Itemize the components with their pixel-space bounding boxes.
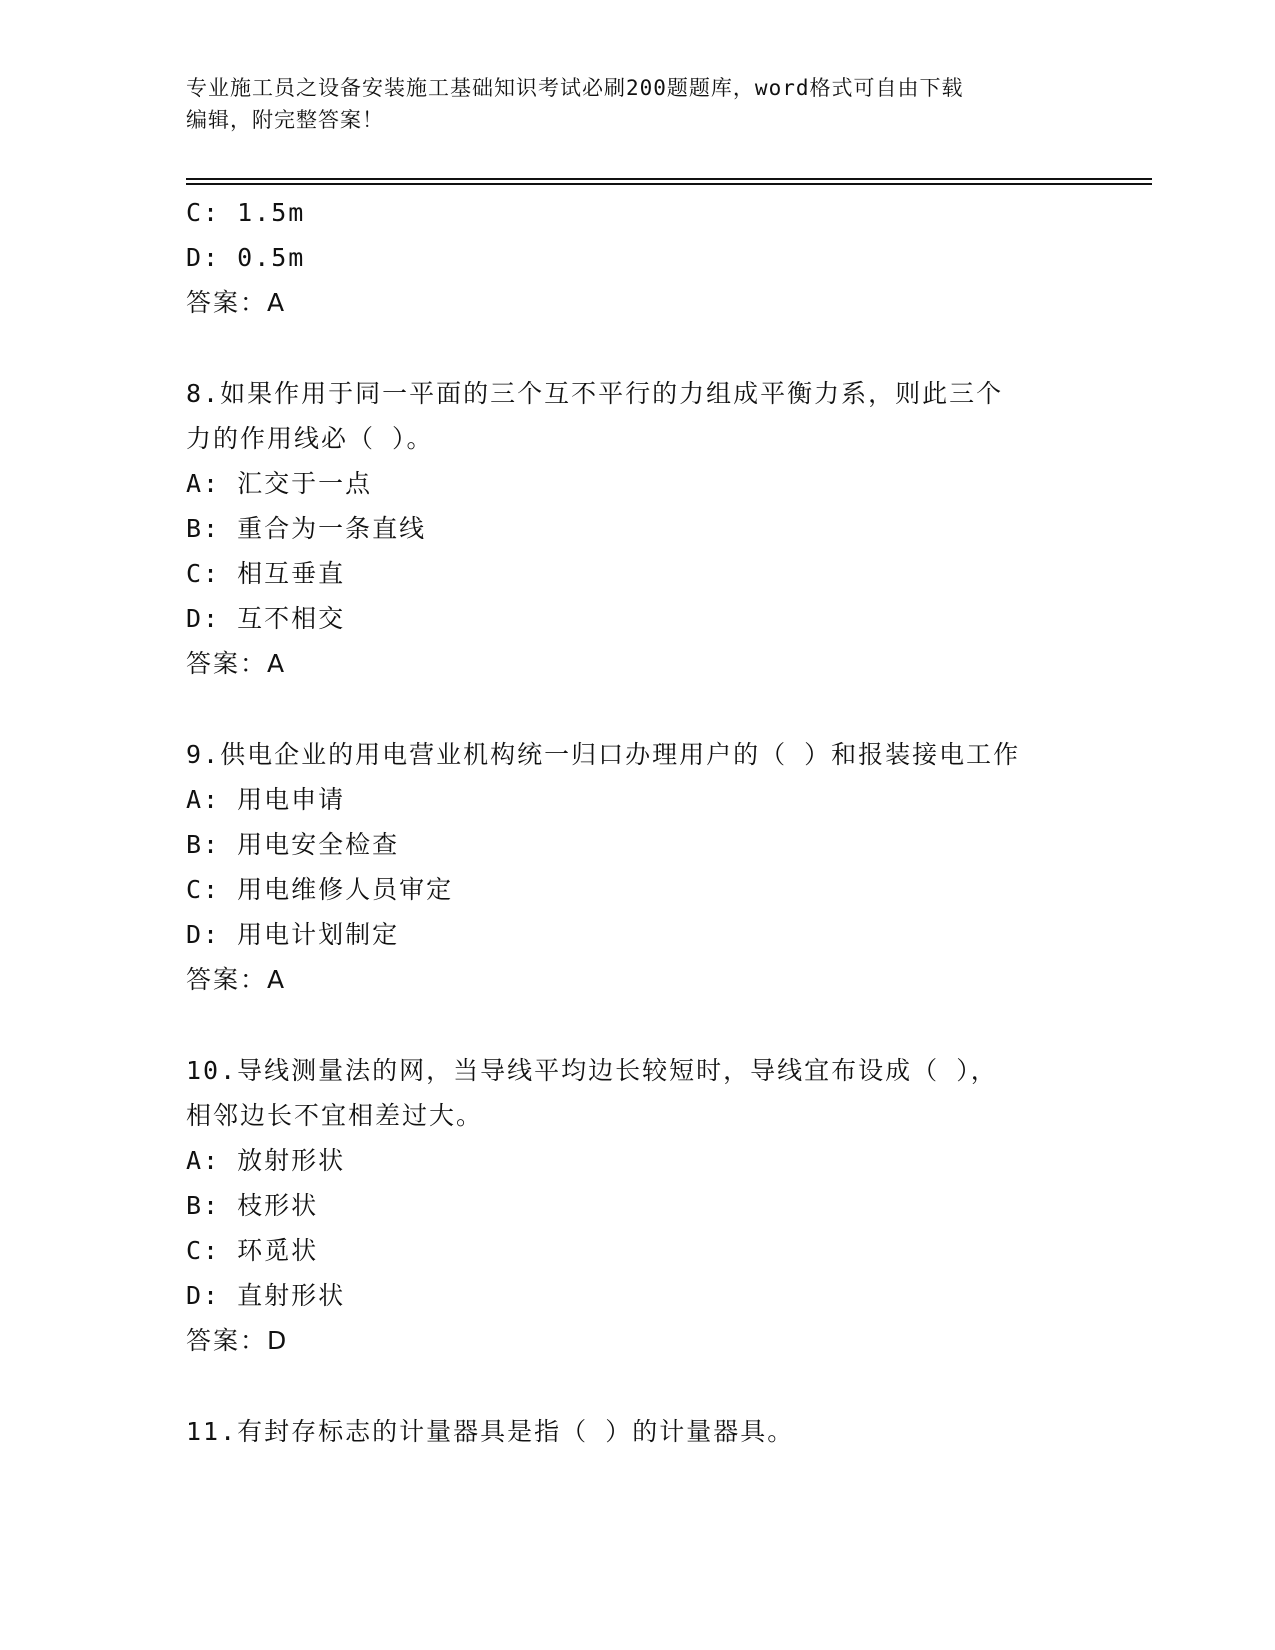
option-a: A: 汇交于一点 [186, 469, 373, 498]
question-block-9 [186, 732, 1086, 1002]
header-divider-top [186, 178, 1152, 180]
question-block-7-continued [186, 190, 1086, 325]
document-header [186, 72, 1066, 136]
question-stem-line: 相邻边长不宜相差过大。 [186, 1101, 484, 1130]
option-d: D: 0.5m [186, 243, 306, 272]
header-divider-bottom [186, 183, 1152, 185]
question-block-10 [186, 1048, 1086, 1363]
question-stem-line: 10.导线测量法的网，当导线平均边长较短时，导线宜布设成（ ）， [186, 1056, 998, 1085]
answer-line: 答案：D [186, 1326, 289, 1355]
header-title-line-1: 专业施工员之设备安装施工基础知识考试必刷200题题库，word格式可自由下载 [186, 76, 964, 100]
question-stem-line: 8.如果作用于同一平面的三个互不平行的力组成平衡力系，则此三个 [186, 379, 1004, 408]
option-b: B: 枝形状 [186, 1191, 319, 1220]
option-d: D: 用电计划制定 [186, 920, 400, 949]
answer-line: 答案：A [186, 965, 287, 994]
answer-line: 答案：A [186, 649, 287, 678]
answer-line: 答案：A [186, 288, 287, 317]
option-d: D: 互不相交 [186, 604, 346, 633]
question-spacer [186, 1002, 1086, 1048]
question-spacer [186, 686, 1086, 732]
question-block-8 [186, 371, 1086, 686]
option-c: C: 环觅状 [186, 1236, 319, 1265]
option-c: C: 用电维修人员审定 [186, 875, 454, 904]
option-b: B: 用电安全检查 [186, 830, 400, 859]
question-stem-line: 力的作用线必（ ）。 [186, 424, 434, 453]
question-spacer [186, 1363, 1086, 1409]
option-c: C: 1.5m [186, 198, 306, 227]
header-title-line-2: 编辑，附完整答案！ [186, 108, 384, 132]
question-spacer [186, 325, 1086, 371]
option-a: A: 放射形状 [186, 1146, 346, 1175]
option-d: D: 直射形状 [186, 1281, 346, 1310]
question-stem-line: 11.有封存标志的计量器具是指（ ）的计量器具。 [186, 1417, 795, 1446]
option-a: A: 用电申请 [186, 785, 346, 814]
option-b: B: 重合为一条直线 [186, 514, 427, 543]
option-c: C: 相互垂直 [186, 559, 346, 588]
question-list [186, 190, 1086, 1454]
question-stem-line: 9.供电企业的用电营业机构统一归口办理用户的（ ）和报装接电工作 [186, 740, 1021, 769]
question-block-11 [186, 1409, 1086, 1454]
